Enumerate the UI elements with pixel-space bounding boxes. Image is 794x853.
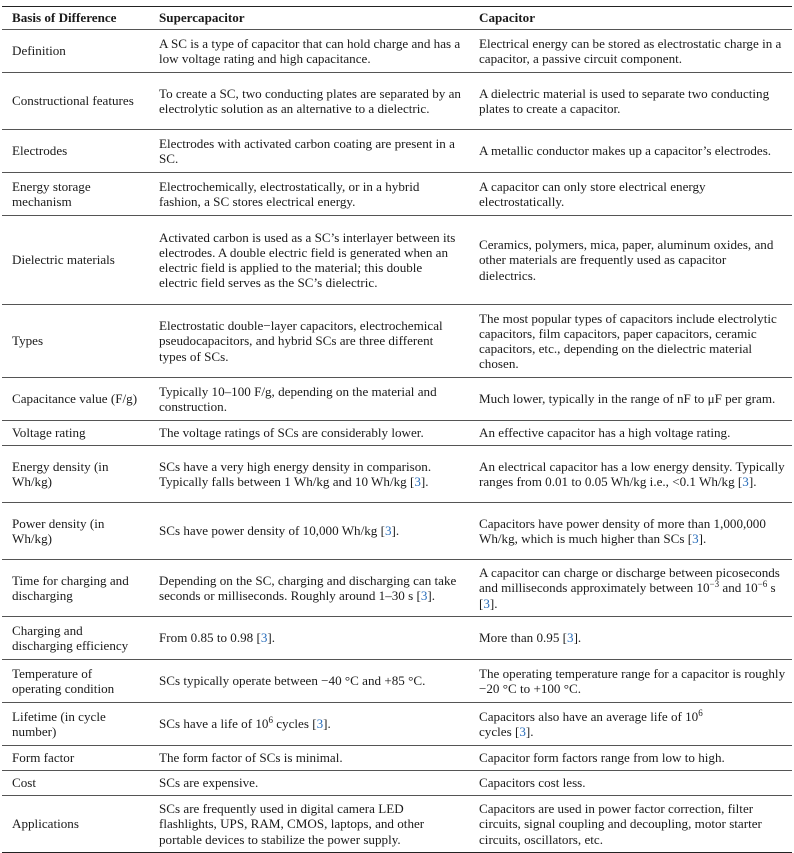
supercapacitor-cell: SCs typically operate between −40 °C and +85 °C. <box>159 673 426 689</box>
table-row <box>2 73 792 130</box>
basis-cell: Power density (in Wh/kg) <box>12 515 105 546</box>
supercapacitor-cell: Activated carbon is used as a SC’s interlayer between its electrodes. A double electric field is generated when an electric field is applied to the material; this double electric field serves as the SC’s dielectric. <box>159 229 456 291</box>
table-row <box>2 421 792 446</box>
table-row <box>2 378 792 421</box>
reference-link[interactable]: 3 <box>519 724 526 739</box>
supercapacitor-cell: Electrodes with activated carbon coating are present in a SC. <box>159 135 455 166</box>
exponent: −6 <box>757 579 768 590</box>
supercapacitor-cell: Typically 10–100 F/g, depending on the material and construction. <box>159 383 437 414</box>
cell-text: SCs have a very high energy density in comparison. Typically falls between 1 Wh/kg and 10 Wh/kg <box>159 458 432 489</box>
capacitor-cell: A metallic conductor makes up a capacitor’s electrodes. <box>479 143 772 159</box>
capacitor-cell: Capacitors cost less. <box>479 775 586 791</box>
reference-link[interactable]: 3 <box>316 716 324 732</box>
basis-cell: Time for charging and discharging <box>12 572 129 603</box>
basis-cell: Cost <box>12 775 37 791</box>
cell-text: Capacitors also have an average life of 10 <box>479 708 699 724</box>
reference-link[interactable]: 3 <box>384 523 392 539</box>
basis-cell: Capacitance value (F/g) <box>12 391 138 407</box>
basis-cell: Definition <box>12 43 66 59</box>
capacitor-cell: Capacitors have power density of more than 1,000,000 Wh/kg, which is much higher than SCs [3]. <box>479 515 766 546</box>
table-row <box>2 560 792 617</box>
table-row <box>2 617 792 660</box>
table-row <box>2 30 792 73</box>
basis-cell: Lifetime (in cycle number) <box>12 708 106 739</box>
table-row <box>2 173 792 216</box>
header-supercapacitor: Supercapacitor <box>159 10 245 26</box>
table-row <box>2 703 792 746</box>
capacitor-cell: The most popular types of capacitors include electrolytic capacitors, film capacitors, paper capacitors, ceramic capacitors, etc., depending on the dielectric material chosen. <box>479 310 777 372</box>
capacitor-cell: Ceramics, polymers, mica, paper, aluminum oxides, and other materials are frequently used as capacitor dielectrics. <box>479 237 774 283</box>
table-row <box>2 771 792 796</box>
table-row <box>2 660 792 703</box>
supercapacitor-cell: A SC is a type of capacitor that can hold charge and has a low voltage rating and high capacitance. <box>159 35 461 66</box>
cell-text: SCs have power density of 10,000 Wh/kg <box>159 523 378 539</box>
capacitor-cell: Capacitor form factors range from low to high. <box>479 750 725 766</box>
basis-cell: Dielectric materials <box>12 252 115 268</box>
exponent: −3 <box>709 579 720 590</box>
reference-link[interactable]: 3 <box>414 474 421 489</box>
basis-cell: Applications <box>12 816 79 832</box>
supercapacitor-cell: The voltage ratings of SCs are considerably lower. <box>159 425 424 441</box>
capacitor-cell: Electrical energy can be stored as electrostatic charge in a capacitor, a passive circuit component. <box>479 35 782 66</box>
supercapacitor-cell: The form factor of SCs is minimal. <box>159 750 343 766</box>
supercapacitor-cell: Electrostatic double−layer capacitors, electrochemical pseudocapacitors, and hybrid SCs are three different types of SCs. <box>159 318 443 364</box>
basis-cell: Voltage rating <box>12 425 86 441</box>
reference-link[interactable]: 3 <box>260 630 268 646</box>
table-row <box>2 130 792 173</box>
cell-text: and 10 <box>719 580 758 596</box>
supercapacitor-cell: Depending on the SC, charging and discharging can take seconds or milliseconds. Roughly around 1–30 s [3]. <box>159 572 457 603</box>
cell-text: A capacitor can charge or discharge between picoseconds and milliseconds approximately between 10 <box>479 565 780 596</box>
reference-link[interactable]: 3 <box>420 588 428 603</box>
capacitor-cell: A capacitor can only store electrical energy electrostatically. <box>479 178 706 209</box>
capacitor-cell: The operating temperature range for a capacitor is roughly −20 °C to +100 °C. <box>479 665 786 696</box>
comparison-table <box>2 6 792 853</box>
cell-text: More than 0.95 <box>479 630 560 646</box>
basis-cell: Types <box>12 333 44 349</box>
cell-text: From 0.85 to 0.98 <box>159 630 254 646</box>
cell-text: cycles <box>272 716 309 732</box>
supercapacitor-cell: SCs are expensive. <box>159 775 259 791</box>
table-header-row <box>2 7 792 30</box>
basis-cell: Energy storage mechanism <box>12 178 91 209</box>
header-basis: Basis of Difference <box>12 10 117 26</box>
supercapacitor-cell: Electrochemically, electrostatically, or in a hybrid fashion, a SC stores electrical energy. <box>159 178 420 209</box>
basis-cell: Energy density (in Wh/kg) <box>12 458 109 489</box>
table-row <box>2 305 792 378</box>
table-row <box>2 746 792 771</box>
supercapacitor-cell: SCs have a life of $10^6$ cycles [3]. <box>159 715 331 732</box>
table-row <box>2 796 792 853</box>
capacitor-cell: An electrical capacitor has a low energy density. Typically ranges from 0.01 to 0.05 Wh/kg i.e., <0.1 Wh/kg [3]. <box>479 458 785 489</box>
exponent: 6 <box>698 707 703 718</box>
capacitor-cell: Capacitors also have an average life of $10^6$ cycles [3]. <box>479 707 703 739</box>
cell-text: An electrical capacitor has a low energy density. Typically ranges from 0.01 to 0.05 Wh/kg i.e., <0.1 Wh/kg <box>479 458 785 489</box>
supercapacitor-cell: To create a SC, two conducting plates are separated by an electrolytic solution as an alternative to a dielectric. <box>159 85 461 116</box>
exponent: 6 <box>268 715 273 726</box>
supercapacitor-cell: SCs are frequently used in digital camera LED flashlights, UPS, RAM, CMOS, laptops, and other portable devices to stabilize the power supply. <box>159 801 425 847</box>
capacitor-cell: More than 0.95 [3]. <box>479 630 582 646</box>
basis-cell: Temperature of operating condition <box>12 665 115 696</box>
cell-text: s <box>767 580 776 596</box>
capacitor-cell: An effective capacitor has a high voltage rating. <box>479 425 731 441</box>
basis-cell: Charging and discharging efficiency <box>12 622 129 653</box>
capacitor-cell: A capacitor can charge or discharge between picoseconds and milliseconds approximately between $10^{-3}$ and $10^{-6}$ s [3]. <box>479 565 780 611</box>
table-row <box>2 503 792 560</box>
header-capacitor: Capacitor <box>479 10 536 26</box>
table-row <box>2 446 792 503</box>
table-row <box>2 216 792 305</box>
cell-text: Depending on the SC, charging and discharging can take seconds or milliseconds. Roughly around 1–30 s <box>159 572 457 603</box>
capacitor-cell: Capacitors are used in power factor correction, filter circuits, signal coupling and decoupling, motor starter circuits, oscillators, etc. <box>479 801 762 847</box>
capacitor-cell: A dielectric material is used to separate two conducting plates to create a capacitor. <box>479 85 770 116</box>
supercapacitor-cell: From 0.85 to 0.98 [3]. <box>159 630 276 646</box>
supercapacitor-cell: SCs have power density of 10,000 Wh/kg [3]. <box>159 523 400 539</box>
basis-cell: Form factor <box>12 750 75 766</box>
reference-link[interactable]: 3 <box>742 474 749 489</box>
capacitor-cell: Much lower, typically in the range of nF to μF per gram. <box>479 391 776 407</box>
reference-link[interactable]: 3 <box>483 595 490 611</box>
cell-text: Capacitors have power density of more than 1,000,000 Wh/kg, which is much higher than SCs <box>479 515 766 546</box>
cell-text: SCs have a life of 10 <box>159 716 269 732</box>
reference-link[interactable]: 3 <box>567 630 574 646</box>
reference-link[interactable]: 3 <box>692 531 699 546</box>
basis-cell: Electrodes <box>12 143 68 159</box>
basis-cell: Constructional features <box>12 93 134 109</box>
cell-text: cycles <box>479 724 512 739</box>
supercapacitor-cell: SCs have a very high energy density in comparison. Typically falls between 1 Wh/kg and 10 Wh/kg [3]. <box>159 458 432 489</box>
